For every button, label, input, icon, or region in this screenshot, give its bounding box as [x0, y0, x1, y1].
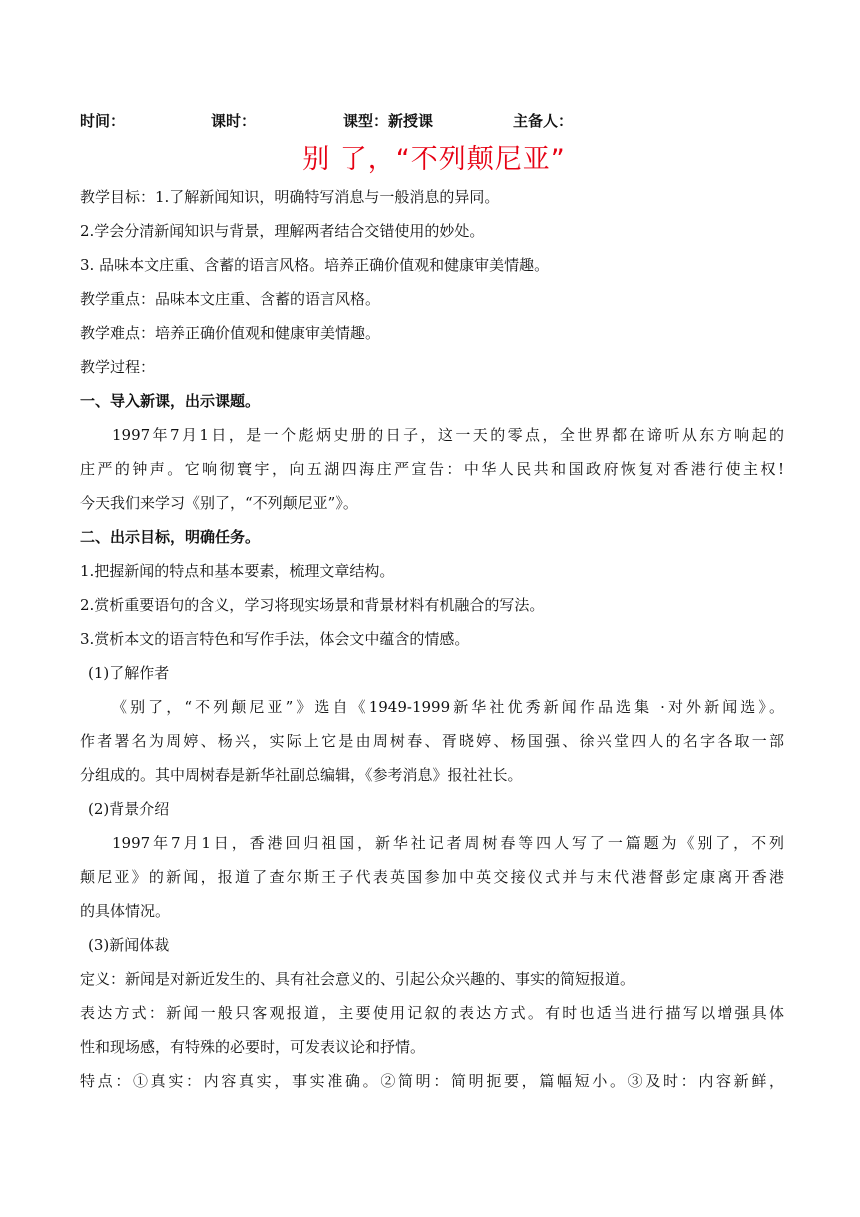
subheading-author: (1)了解作者	[88, 664, 170, 682]
process-label: 教学过程：	[80, 358, 156, 376]
paragraph-line: 颠尼亚》的新闻，报道了查尔斯王子代表英国参加中英交接仪式并与末代港督彭定康离开香港	[80, 868, 784, 886]
subheading-background: (2)背景介绍	[88, 800, 170, 818]
paragraph-line: 今天我们来学习《别了，“不列颠尼亚”》。	[80, 494, 358, 512]
paragraph-line: 1997年7月1日，香港回归祖国，新华社记者周树春等四人写了一篇题为《别了，不列	[112, 834, 784, 852]
subheading-genre: (3)新闻体裁	[88, 936, 170, 954]
paragraph-line: 1997年7月1日，是一个彪炳史册的日子，这一天的零点，全世界都在谛听从东方响起的	[112, 426, 784, 444]
lesson-meta-row	[80, 108, 784, 134]
key-point: 教学重点：品味本文庄重、含蓄的语言风格。	[80, 290, 381, 308]
definition-line: 定义：新闻是对新近发生的、具有社会意义的、引起公众兴趣的、事实的简短报道。	[80, 970, 636, 988]
objective-line-3: 3. 品味本文庄重、含蓄的语言风格。培养正确价值观和健康审美情趣。	[80, 256, 550, 274]
lesson-type-label: 课型：新授课	[343, 112, 434, 130]
period-label: 课时：	[211, 112, 257, 130]
goal-item-2: 2.赏析重要语句的含义，学习将现实场景和背景材料有机融合的写法。	[80, 596, 545, 614]
paragraph-line: 的具体情况。	[80, 902, 171, 920]
time-label: 时间：	[80, 112, 126, 130]
objective-line-2: 2.学会分清新闻知识与背景，理解两者结合交错使用的妙处。	[80, 222, 485, 240]
goal-item-3: 3.赏析本文的语言特色和写作手法，体会文中蕴含的情感。	[80, 630, 470, 648]
preparer-label: 主备人：	[513, 112, 574, 130]
lesson-title: 别 了，“不列颠尼亚”	[302, 144, 566, 175]
paragraph-line: 作者署名为周婷、杨兴，实际上它是由周树春、胥晓婷、杨国强、徐兴堂四人的名字各取一部	[80, 732, 784, 750]
paragraph-line: 分组成的。其中周树春是新华社副总编辑，《参考消息》报社社长。	[80, 766, 523, 784]
expression-line: 性和现场感，有特殊的必要时，可发表议论和抒情。	[80, 1038, 426, 1056]
goal-item-1: 1.把握新闻的特点和基本要素，梳理文章结构。	[80, 562, 395, 580]
features-line: 特点：①真实：内容真实，事实准确。②简明：简明扼要，篇幅短小。③及时：内容新鲜，	[80, 1072, 784, 1090]
paragraph-line: 庄严的钟声。它响彻寰宇，向五湖四海庄严宣告：中华人民共和国政府恢复对香港行使主权!	[80, 460, 784, 478]
section-heading-goals: 二、出示目标，明确任务。	[80, 528, 261, 546]
objective-line-1: 教学目标：1.了解新闻知识，明确特写消息与一般消息的异同。	[80, 188, 500, 206]
paragraph-line: 《别了，“不列颠尼亚”》选自《1949-1999新华社优秀新闻作品选集 ·对外新闻选》。	[112, 698, 784, 716]
lesson-plan	[80, 108, 784, 1098]
difficult-point: 教学难点：培养正确价值观和健康审美情趣。	[80, 324, 381, 342]
expression-line: 表达方式：新闻一般只客观报道，主要使用记叙的表达方式。有时也适当进行描写以增强具体	[80, 1004, 784, 1022]
section-heading-intro: 一、导入新课，出示课题。	[80, 392, 261, 410]
